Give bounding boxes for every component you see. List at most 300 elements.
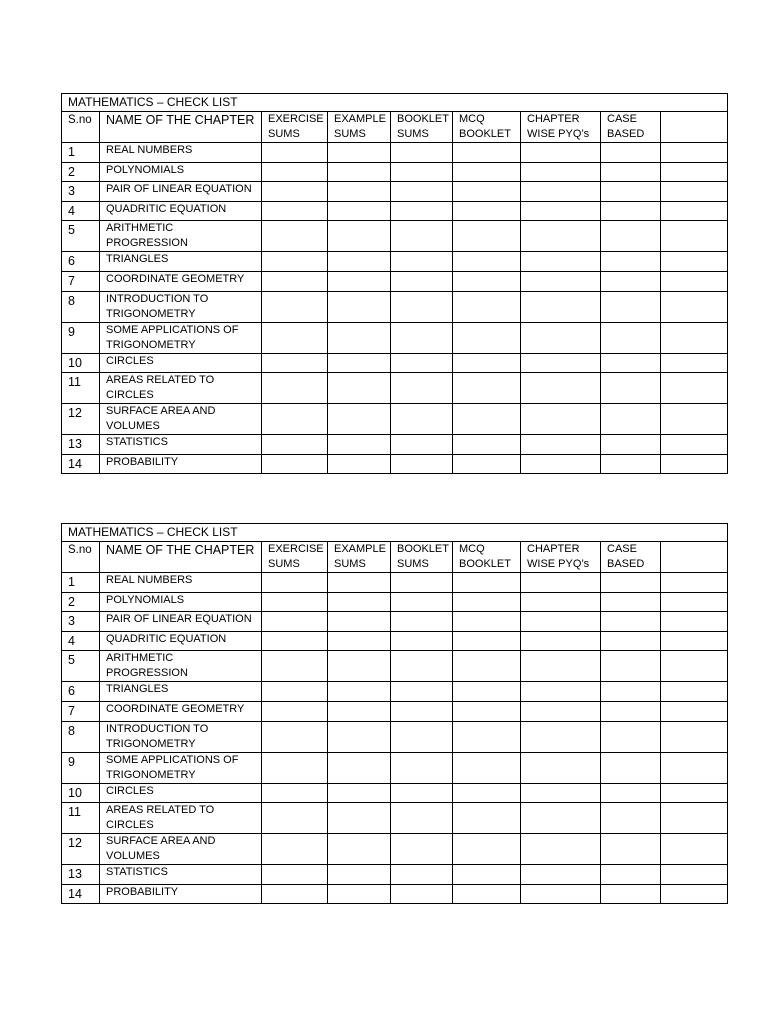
table-title: MATHEMATICS – CHECK LIST [62,94,728,112]
checkbox-cell-case[interactable] [601,701,661,721]
checkbox-cell-exercise[interactable] [262,701,328,721]
checkbox-cell-mcq[interactable] [453,182,521,202]
table-row [62,353,728,373]
checkbox-cell-exercise[interactable] [262,592,328,612]
checkbox-cell-case[interactable] [601,404,661,435]
chapter-number: 2 [62,592,100,612]
checkbox-cell-extra[interactable] [661,221,728,252]
checkbox-cell-pyq[interactable] [521,631,601,651]
checkbox-cell-pyq[interactable] [521,783,601,803]
checkbox-cell-extra[interactable] [661,353,728,373]
checkbox-cell-pyq[interactable] [521,373,601,404]
table-row [62,701,728,721]
checkbox-cell-booklet[interactable] [391,834,453,865]
chapter-number: 7 [62,271,100,291]
checkbox-cell-mcq[interactable] [453,404,521,435]
checkbox-cell-pyq[interactable] [521,201,601,221]
checkbox-cell-case[interactable] [601,162,661,182]
checkbox-cell-extra[interactable] [661,682,728,702]
checkbox-cell-pyq[interactable] [521,721,601,752]
table-row [62,373,728,404]
checkbox-cell-exercise[interactable] [262,291,328,322]
chapter-number: 3 [62,612,100,632]
chapter-name: STATISTICS [100,865,262,885]
chapter-number: 5 [62,221,100,252]
checkbox-cell-extra[interactable] [661,143,728,163]
table-row [62,682,728,702]
chapter-name: SURFACE AREA AND VOLUMES [100,834,262,865]
checkbox-cell-extra[interactable] [661,404,728,435]
checkbox-cell-case[interactable] [601,322,661,353]
checkbox-cell-exercise[interactable] [262,182,328,202]
checkbox-cell-extra[interactable] [661,573,728,593]
header-blank [661,112,728,143]
chapter-name: ARITHMETIC PROGRESSION [100,221,262,252]
checkbox-cell-case[interactable] [601,592,661,612]
table-title: MATHEMATICS – CHECK LIST [62,524,728,542]
checkbox-cell-pyq[interactable] [521,701,601,721]
chapter-name: REAL NUMBERS [100,573,262,593]
table-row [62,865,728,885]
header-case-based: CASE BASED [601,542,661,573]
checkbox-cell-case[interactable] [601,221,661,252]
checkbox-cell-extra[interactable] [661,884,728,904]
chapter-name: PAIR OF LINEAR EQUATION [100,182,262,202]
checkbox-cell-case[interactable] [601,884,661,904]
checkbox-cell-example[interactable] [328,291,391,322]
table-row [62,271,728,291]
checkbox-cell-booklet[interactable] [391,682,453,702]
chapter-name: ARITHMETIC PROGRESSION [100,651,262,682]
checkbox-cell-pyq[interactable] [521,803,601,834]
checkbox-cell-booklet[interactable] [391,752,453,783]
checkbox-cell-pyq[interactable] [521,271,601,291]
table-row [62,592,728,612]
checkbox-cell-exercise[interactable] [262,373,328,404]
checkbox-cell-case[interactable] [601,573,661,593]
chapter-name: AREAS RELATED TO CIRCLES [100,373,262,404]
checkbox-cell-booklet[interactable] [391,201,453,221]
checkbox-cell-pyq[interactable] [521,454,601,474]
checkbox-cell-extra[interactable] [661,612,728,632]
checkbox-cell-example[interactable] [328,404,391,435]
checkbox-cell-example[interactable] [328,865,391,885]
chapter-name: INTRODUCTION TO TRIGONOMETRY [100,721,262,752]
checkbox-cell-pyq[interactable] [521,573,601,593]
header-sno: S.no [62,112,100,143]
chapter-number: 7 [62,701,100,721]
checkbox-cell-case[interactable] [601,201,661,221]
checkbox-cell-mcq[interactable] [453,322,521,353]
checkbox-cell-booklet[interactable] [391,631,453,651]
checkbox-cell-booklet[interactable] [391,701,453,721]
checkbox-cell-extra[interactable] [661,435,728,455]
checkbox-cell-example[interactable] [328,182,391,202]
checkbox-cell-exercise[interactable] [262,221,328,252]
checkbox-cell-extra[interactable] [661,322,728,353]
checkbox-cell-example[interactable] [328,701,391,721]
checkbox-cell-example[interactable] [328,252,391,272]
chapter-number: 9 [62,322,100,353]
checkbox-cell-case[interactable] [601,834,661,865]
table-row [62,454,728,474]
checkbox-cell-exercise[interactable] [262,865,328,885]
checkbox-cell-exercise[interactable] [262,454,328,474]
checklist-table-1 [61,93,728,474]
checkbox-cell-booklet[interactable] [391,612,453,632]
chapter-name: SOME APPLICATIONS OF TRIGONOMETRY [100,752,262,783]
checkbox-cell-extra[interactable] [661,373,728,404]
checkbox-cell-booklet[interactable] [391,143,453,163]
checkbox-cell-example[interactable] [328,752,391,783]
header-example-sums: EXAMPLE SUMS [328,542,391,573]
checkbox-cell-example[interactable] [328,682,391,702]
checkbox-cell-pyq[interactable] [521,322,601,353]
checkbox-cell-example[interactable] [328,221,391,252]
table-row [62,631,728,651]
chapter-number: 11 [62,373,100,404]
checkbox-cell-mcq[interactable] [453,162,521,182]
checkbox-cell-extra[interactable] [661,721,728,752]
checkbox-cell-example[interactable] [328,573,391,593]
checkbox-cell-mcq[interactable] [453,271,521,291]
checkbox-cell-case[interactable] [601,865,661,885]
checkbox-cell-case[interactable] [601,631,661,651]
chapter-number: 8 [62,291,100,322]
chapter-name: PROBABILITY [100,454,262,474]
checkbox-cell-case[interactable] [601,353,661,373]
chapter-number: 6 [62,682,100,702]
checkbox-cell-case[interactable] [601,612,661,632]
checkbox-cell-extra[interactable] [661,291,728,322]
chapter-name: AREAS RELATED TO CIRCLES [100,803,262,834]
checkbox-cell-extra[interactable] [661,592,728,612]
chapter-name: SOME APPLICATIONS OF TRIGONOMETRY [100,322,262,353]
chapter-number: 14 [62,454,100,474]
checkbox-cell-pyq[interactable] [521,404,601,435]
checkbox-cell-exercise[interactable] [262,143,328,163]
checkbox-cell-case[interactable] [601,651,661,682]
checkbox-cell-extra[interactable] [661,252,728,272]
checkbox-cell-mcq[interactable] [453,454,521,474]
checkbox-cell-example[interactable] [328,803,391,834]
table-row [62,884,728,904]
checkbox-cell-exercise[interactable] [262,353,328,373]
chapter-name: QUADRITIC EQUATION [100,201,262,221]
checkbox-cell-case[interactable] [601,373,661,404]
chapter-number: 4 [62,201,100,221]
checkbox-cell-mcq[interactable] [453,353,521,373]
chapter-number: 5 [62,651,100,682]
checkbox-cell-example[interactable] [328,201,391,221]
chapter-number: 6 [62,252,100,272]
checkbox-cell-extra[interactable] [661,865,728,885]
checkbox-cell-exercise[interactable] [262,435,328,455]
checkbox-cell-example[interactable] [328,271,391,291]
checkbox-cell-mcq[interactable] [453,592,521,612]
table-row [62,221,728,252]
chapter-number: 4 [62,631,100,651]
checkbox-cell-case[interactable] [601,752,661,783]
checkbox-cell-booklet[interactable] [391,162,453,182]
checkbox-cell-pyq[interactable] [521,143,601,163]
checkbox-cell-exercise[interactable] [262,721,328,752]
checkbox-cell-pyq[interactable] [521,353,601,373]
chapter-name: COORDINATE GEOMETRY [100,701,262,721]
chapter-name: POLYNOMIALS [100,592,262,612]
checkbox-cell-example[interactable] [328,454,391,474]
checkbox-cell-case[interactable] [601,803,661,834]
header-exercise-sums: EXERCISE SUMS [262,112,328,143]
checkbox-cell-example[interactable] [328,162,391,182]
chapter-rows [62,143,728,474]
checkbox-cell-booklet[interactable] [391,271,453,291]
checkbox-cell-exercise[interactable] [262,404,328,435]
checkbox-cell-example[interactable] [328,612,391,632]
checkbox-cell-mcq[interactable] [453,612,521,632]
checkbox-cell-example[interactable] [328,651,391,682]
checkbox-cell-extra[interactable] [661,631,728,651]
checkbox-cell-booklet[interactable] [391,435,453,455]
checkbox-cell-booklet[interactable] [391,454,453,474]
checkbox-cell-mcq[interactable] [453,631,521,651]
header-case-based: CASE BASED [601,112,661,143]
checkbox-cell-pyq[interactable] [521,834,601,865]
checkbox-cell-example[interactable] [328,592,391,612]
table-row [62,252,728,272]
checkbox-cell-case[interactable] [601,143,661,163]
checkbox-cell-exercise[interactable] [262,884,328,904]
checkbox-cell-booklet[interactable] [391,884,453,904]
header-chapter-name: NAME OF THE CHAPTER [100,542,262,573]
checkbox-cell-example[interactable] [328,884,391,904]
checkbox-cell-exercise[interactable] [262,271,328,291]
chapter-number: 2 [62,162,100,182]
chapter-number: 12 [62,404,100,435]
checkbox-cell-pyq[interactable] [521,884,601,904]
checkbox-cell-pyq[interactable] [521,612,601,632]
table-row [62,612,728,632]
checkbox-cell-exercise[interactable] [262,752,328,783]
checkbox-cell-mcq[interactable] [453,573,521,593]
checkbox-cell-mcq[interactable] [453,651,521,682]
checkbox-cell-case[interactable] [601,682,661,702]
table-row [62,435,728,455]
checkbox-cell-booklet[interactable] [391,865,453,885]
checkbox-cell-pyq[interactable] [521,682,601,702]
checkbox-cell-mcq[interactable] [453,752,521,783]
chapter-name: POLYNOMIALS [100,162,262,182]
checkbox-cell-mcq[interactable] [453,143,521,163]
checkbox-cell-case[interactable] [601,721,661,752]
chapter-number: 10 [62,783,100,803]
chapter-number: 11 [62,803,100,834]
checkbox-cell-case[interactable] [601,291,661,322]
table-row [62,834,728,865]
header-row [62,542,728,573]
table-row [62,651,728,682]
title-row [62,94,728,112]
checkbox-cell-exercise[interactable] [262,252,328,272]
checkbox-cell-exercise[interactable] [262,651,328,682]
checkbox-cell-mcq[interactable] [453,221,521,252]
checkbox-cell-booklet[interactable] [391,252,453,272]
checkbox-cell-example[interactable] [328,435,391,455]
checkbox-cell-case[interactable] [601,271,661,291]
checkbox-cell-pyq[interactable] [521,221,601,252]
checkbox-cell-mcq[interactable] [453,701,521,721]
title-row [62,524,728,542]
chapter-number: 10 [62,353,100,373]
checkbox-cell-mcq[interactable] [453,834,521,865]
checkbox-cell-example[interactable] [328,353,391,373]
table-row [62,322,728,353]
checkbox-cell-pyq[interactable] [521,162,601,182]
checkbox-cell-booklet[interactable] [391,291,453,322]
checkbox-cell-pyq[interactable] [521,435,601,455]
chapter-rows [62,573,728,904]
checkbox-cell-exercise[interactable] [262,783,328,803]
chapter-number: 13 [62,435,100,455]
table-row [62,803,728,834]
checkbox-cell-extra[interactable] [661,834,728,865]
table-row [62,201,728,221]
checkbox-cell-booklet[interactable] [391,573,453,593]
checkbox-cell-example[interactable] [328,631,391,651]
checkbox-cell-booklet[interactable] [391,221,453,252]
checkbox-cell-booklet[interactable] [391,322,453,353]
header-example-sums: EXAMPLE SUMS [328,112,391,143]
checkbox-cell-case[interactable] [601,182,661,202]
checkbox-cell-exercise[interactable] [262,682,328,702]
checkbox-cell-exercise[interactable] [262,834,328,865]
checkbox-cell-case[interactable] [601,783,661,803]
checkbox-cell-booklet[interactable] [391,592,453,612]
checkbox-cell-booklet[interactable] [391,803,453,834]
checkbox-cell-mcq[interactable] [453,884,521,904]
checkbox-cell-exercise[interactable] [262,631,328,651]
chapter-number: 14 [62,884,100,904]
checkbox-cell-mcq[interactable] [453,783,521,803]
checkbox-cell-booklet[interactable] [391,783,453,803]
checkbox-cell-case[interactable] [601,454,661,474]
chapter-name: TRIANGLES [100,682,262,702]
table-row [62,182,728,202]
chapter-name: COORDINATE GEOMETRY [100,271,262,291]
checkbox-cell-mcq[interactable] [453,803,521,834]
checkbox-cell-extra[interactable] [661,201,728,221]
checkbox-cell-pyq[interactable] [521,865,601,885]
checkbox-cell-mcq[interactable] [453,865,521,885]
chapter-number: 8 [62,721,100,752]
checkbox-cell-booklet[interactable] [391,651,453,682]
checkbox-cell-booklet[interactable] [391,373,453,404]
checkbox-cell-pyq[interactable] [521,752,601,783]
table-row [62,573,728,593]
checkbox-cell-example[interactable] [328,322,391,353]
checkbox-cell-extra[interactable] [661,783,728,803]
table-row [62,162,728,182]
checkbox-cell-booklet[interactable] [391,182,453,202]
checkbox-cell-mcq[interactable] [453,373,521,404]
checkbox-cell-example[interactable] [328,721,391,752]
chapter-name: PAIR OF LINEAR EQUATION [100,612,262,632]
chapter-name: CIRCLES [100,783,262,803]
header-blank [661,542,728,573]
checkbox-cell-example[interactable] [328,834,391,865]
checkbox-cell-extra[interactable] [661,651,728,682]
checkbox-cell-extra[interactable] [661,454,728,474]
header-booklet-sums: BOOKLET SUMS [391,112,453,143]
checkbox-cell-exercise[interactable] [262,573,328,593]
checkbox-cell-pyq[interactable] [521,182,601,202]
checkbox-cell-extra[interactable] [661,701,728,721]
header-chapter-wise-pyq: CHAPTER WISE PYQ’s [521,542,601,573]
chapter-name: TRIANGLES [100,252,262,272]
checkbox-cell-extra[interactable] [661,752,728,783]
checkbox-cell-mcq[interactable] [453,682,521,702]
checkbox-cell-exercise[interactable] [262,162,328,182]
chapter-name: CIRCLES [100,353,262,373]
checkbox-cell-exercise[interactable] [262,322,328,353]
chapter-number: 1 [62,143,100,163]
header-sno: S.no [62,542,100,573]
checkbox-cell-pyq[interactable] [521,651,601,682]
chapter-name: INTRODUCTION TO TRIGONOMETRY [100,291,262,322]
header-mcq-booklet: MCQ BOOKLET [453,112,521,143]
chapter-name: PROBABILITY [100,884,262,904]
checkbox-cell-exercise[interactable] [262,803,328,834]
checkbox-cell-case[interactable] [601,252,661,272]
checklist-table-2 [61,523,728,904]
checkbox-cell-example[interactable] [328,373,391,404]
checkbox-cell-extra[interactable] [661,182,728,202]
checkbox-cell-mcq[interactable] [453,252,521,272]
checkbox-cell-extra[interactable] [661,271,728,291]
checkbox-cell-extra[interactable] [661,803,728,834]
chapter-name: REAL NUMBERS [100,143,262,163]
chapter-number: 9 [62,752,100,783]
checkbox-cell-case[interactable] [601,435,661,455]
checkbox-cell-example[interactable] [328,783,391,803]
chapter-name: QUADRITIC EQUATION [100,631,262,651]
checkbox-cell-exercise[interactable] [262,612,328,632]
chapter-number: 1 [62,573,100,593]
checkbox-cell-mcq[interactable] [453,291,521,322]
table-row [62,721,728,752]
header-chapter-name: NAME OF THE CHAPTER [100,112,262,143]
checkbox-cell-pyq[interactable] [521,252,601,272]
chapter-name: SURFACE AREA AND VOLUMES [100,404,262,435]
table-row [62,783,728,803]
checkbox-cell-pyq[interactable] [521,592,601,612]
checkbox-cell-example[interactable] [328,143,391,163]
table-row [62,291,728,322]
checkbox-cell-booklet[interactable] [391,353,453,373]
chapter-number: 13 [62,865,100,885]
chapter-number: 12 [62,834,100,865]
header-chapter-wise-pyq: CHAPTER WISE PYQ’s [521,112,601,143]
checkbox-cell-mcq[interactable] [453,435,521,455]
table-row [62,143,728,163]
checkbox-cell-booklet[interactable] [391,404,453,435]
checkbox-cell-mcq[interactable] [453,201,521,221]
checkbox-cell-exercise[interactable] [262,201,328,221]
checkbox-cell-pyq[interactable] [521,291,601,322]
checkbox-cell-extra[interactable] [661,162,728,182]
checkbox-cell-booklet[interactable] [391,721,453,752]
checkbox-cell-mcq[interactable] [453,721,521,752]
